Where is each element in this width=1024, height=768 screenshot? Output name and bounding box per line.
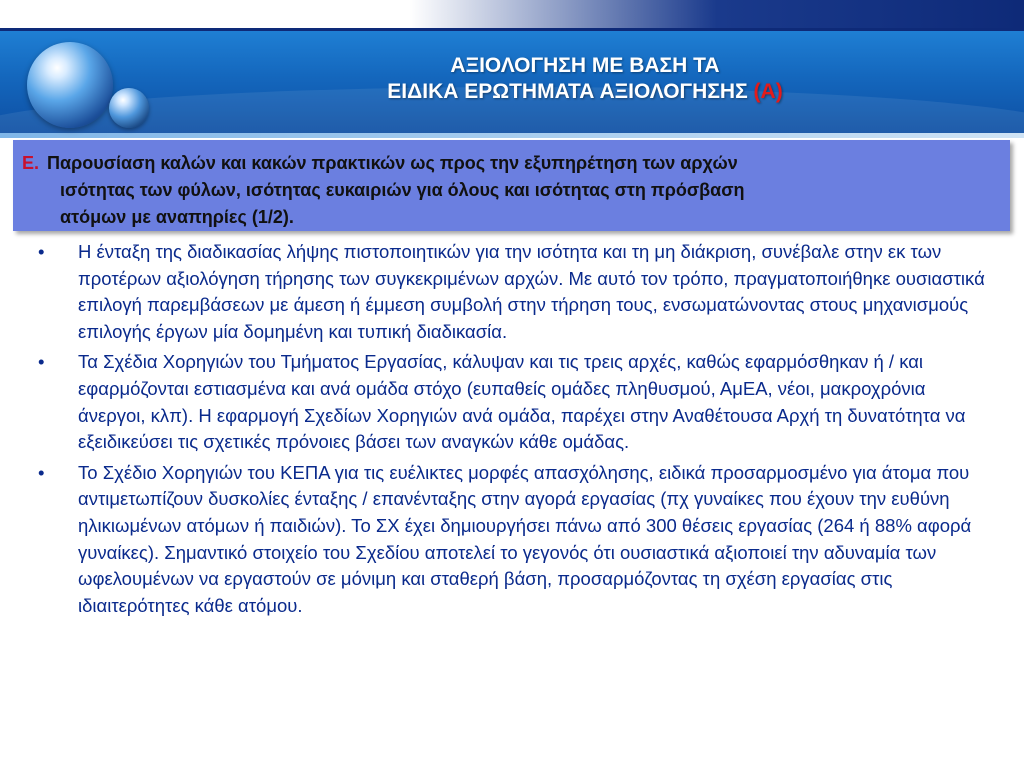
bullet-item bbox=[38, 239, 998, 345]
section-heading bbox=[22, 150, 992, 231]
bullet-text: Η ένταξη της διαδικασίας λήψης πιστοποιητικών για την ισότητα και τη μη διάκριση, συνέβαλε στην εκ των προτέρων αξιολόγηση τήρησης των συγκεκριμένων αρχών. Με αυτό τον τρόπο, πραγματοποιήθηκε ουσιαστικά επιλογή παρεμβάσεων με άμεση ή έμμεση συμβολή στην τήρηση τους, ενσωματώνοντας στους μηχανισμούς επιλογής έργων μία δομημένη και τυπική διαδικασία. bbox=[78, 241, 985, 342]
bullet-dot-icon: • bbox=[38, 351, 45, 373]
bullet-dot-icon: • bbox=[38, 461, 45, 483]
bullet-list bbox=[38, 239, 998, 623]
section-line-2: ισότητας των φύλων, ισότητας ευκαιριών για όλους και ισότητας στη πρόσβαση bbox=[60, 180, 745, 200]
bullet-text: Τα Σχέδια Χορηγιών του Τμήματος Εργασίας, κάλυψαν και τις τρεις αρχές, καθώς εφαρμόσθηκαν ή / και εφαρμόζονται εστιασμένα και ανά ομάδα στόχο (ευπαθείς ομάδες πληθυσμού, ΑμΕΑ, νέοι, μακροχρόνια άνεργοι, κλπ). Η εφαρμογή Σχεδίων Χορηγιών ανά ομάδα, παρέχει στην Αναθέτουσα Αρχή τη δυνατότητα να εξειδικεύσει τις σχετικές πρόνοιες βάσει των αναγκών κάθε ομάδας. bbox=[78, 351, 966, 453]
section-letter: Ε. bbox=[22, 153, 40, 173]
section-line-1: Παρουσίαση καλών και κακών πρακτικών ως προς την εξυπηρέτηση των αρχών bbox=[47, 153, 738, 173]
header-bottom-stripe bbox=[0, 133, 1024, 138]
bullet-dot-icon: • bbox=[38, 241, 45, 262]
bullet-item bbox=[38, 349, 998, 455]
title-line-2-text: ΕΙΔΙΚΑ ΕΡΩΤΗΜΑΤΑ ΑΞΙΟΛΟΓΗΣΗΣ bbox=[387, 80, 748, 103]
bullet-item bbox=[38, 460, 998, 620]
slide-title bbox=[160, 53, 1010, 105]
title-accent: (Α) bbox=[753, 80, 783, 103]
title-line-1: ΑΞΙΟΛΟΓΗΣΗ ΜΕ ΒΑΣΗ ΤΑ bbox=[450, 54, 720, 77]
section-line-3: ατόμων με αναπηρίες (1/2). bbox=[60, 207, 294, 227]
globe-logo-small-icon bbox=[109, 88, 149, 128]
title-line-2 bbox=[160, 79, 1010, 105]
top-bar bbox=[0, 0, 1024, 28]
bullet-text: Το Σχέδιο Χορηγιών του ΚΕΠΑ για τις ευέλικτες μορφές απασχόλησης, ειδικά προσαρμοσμένο για άτομα που αντιμετωπίζουν δυσκολίες ένταξης / επανένταξης στην αγορά εργασίας (πχ γυναίκες που έχουν την ευθύνη ηλικιωμένων ατόμων ή παιδιών). Το ΣΧ έχει δημιουργήσει πάνω από 300 θέσεις εργασίας (264 ή 88% αφορά γυναίκες). Σημαντικό στοιχείο του Σχεδίου αποτελεί το γεγονός ότι ουσιαστικά αξιοποιεί την αδυναμία των ωφελουμένων να εργαστούν σε μόνιμη και σταθερή βάση, προσαρμόζοντας τη σχέση εργασίας στις ιδιαιτερότητες κάθε ατόμου. bbox=[78, 461, 972, 616]
globe-logo-large-icon bbox=[27, 42, 113, 128]
